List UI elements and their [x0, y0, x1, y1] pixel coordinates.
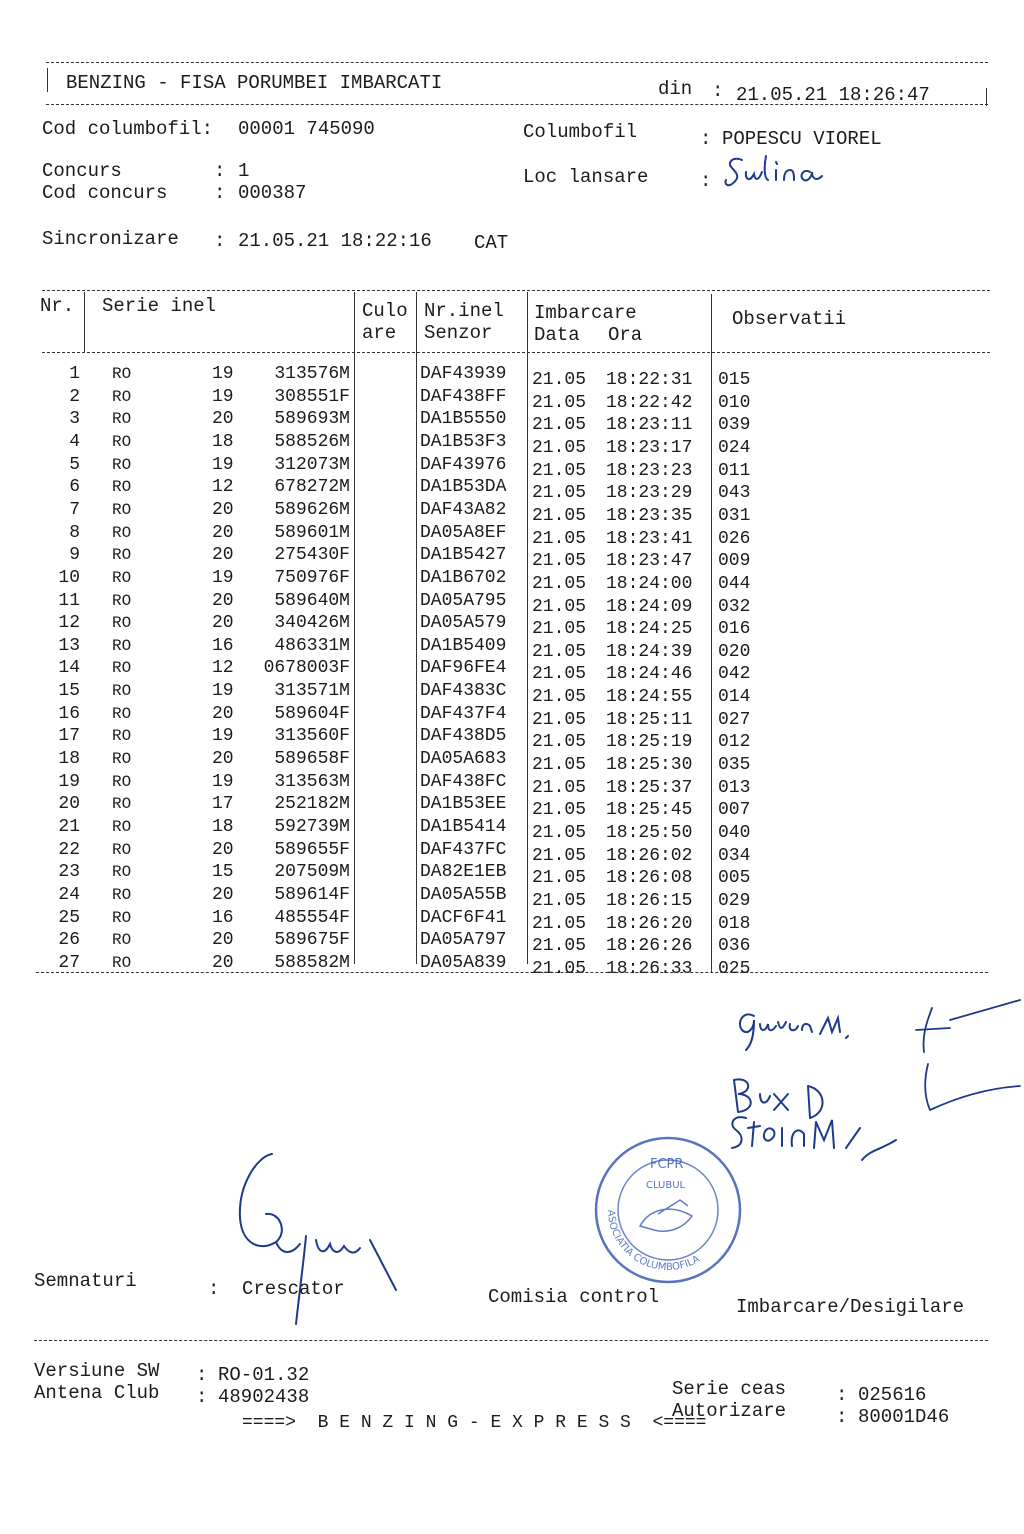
row-time: 18:24:39: [606, 641, 693, 662]
row-year: 20: [212, 545, 234, 566]
row-obs: 005: [718, 868, 751, 889]
row-sensor: DA05A579: [420, 613, 507, 634]
row-year: 15: [212, 862, 234, 883]
row-date: 21.05: [532, 551, 587, 572]
row-date: 21.05: [532, 868, 587, 889]
row-country: RO: [112, 455, 132, 474]
columbofil-value: POPESCU VIOREL: [722, 128, 882, 150]
row-country: RO: [112, 636, 132, 655]
loc-lansare-label: Loc lansare: [523, 166, 649, 188]
row-date: 21.05: [532, 687, 587, 708]
col-header-nr-inel-1: Nr.inel: [424, 300, 504, 322]
row-serial: 313563M: [274, 771, 350, 792]
row-sensor: DAF437FC: [420, 839, 507, 860]
row-serial: 308551F: [274, 386, 350, 407]
row-time: 18:23:47: [606, 551, 693, 572]
row-year: 19: [212, 386, 234, 407]
row-obs: 029: [718, 890, 751, 911]
col-sep-nr: [84, 292, 85, 352]
row-nr: 7: [69, 499, 80, 520]
row-time: 18:25:30: [606, 755, 693, 776]
cod-concurs-value: 000387: [238, 182, 307, 204]
row-obs: 015: [718, 370, 751, 390]
row-sensor: DACF6F41: [420, 907, 507, 928]
header-date-value: 21.05.21 18:26:47: [736, 84, 930, 106]
row-country: RO: [112, 614, 132, 633]
col-header-nr: Nr.: [40, 295, 75, 317]
row-year: 19: [212, 454, 234, 475]
row-country: RO: [112, 953, 132, 972]
row-time: 18:24:00: [606, 573, 693, 594]
row-sensor: DAF438FF: [420, 386, 507, 407]
row-serial: 485554F: [274, 907, 350, 928]
row-sensor: DA1B5550: [420, 409, 507, 430]
imbarcare-desigilare-label: Imbarcare/Desigilare: [736, 1296, 965, 1318]
row-obs: 024: [718, 437, 751, 458]
row-nr: 15: [58, 681, 80, 702]
row-time: 18:23:11: [606, 415, 693, 436]
row-nr: 2: [69, 386, 80, 407]
row-nr: 11: [58, 590, 80, 611]
row-sensor: DAF4383C: [420, 681, 507, 702]
stamp-text-center: CLUBUL: [646, 1180, 686, 1191]
row-date: 21.05: [532, 732, 587, 753]
table-bottom-border: [36, 972, 988, 973]
row-country: RO: [112, 591, 132, 610]
row-obs: 035: [718, 755, 751, 776]
row-country: RO: [112, 750, 132, 769]
row-year: 20: [212, 409, 234, 430]
table-header-separator: [42, 352, 990, 353]
antena-club-label: Antena Club: [34, 1382, 160, 1404]
row-country: RO: [112, 682, 132, 701]
row-obs: 032: [718, 596, 751, 617]
row-year: 19: [212, 364, 234, 384]
row-obs: 026: [718, 528, 751, 549]
row-country: RO: [112, 432, 132, 451]
col-sep-imbarcare: [711, 294, 712, 972]
row-date: 21.05: [532, 437, 587, 458]
row-year: 19: [212, 771, 234, 792]
row-year: 16: [212, 907, 234, 928]
row-sensor: DAF43939: [420, 364, 507, 384]
autorizare-label: Autorizare: [672, 1400, 787, 1422]
row-time: 18:26:33: [606, 958, 693, 979]
row-time: 18:24:25: [606, 619, 693, 640]
row-nr: 24: [58, 884, 80, 905]
stamp-text-top: FCPR: [650, 1157, 684, 1172]
row-country: RO: [112, 885, 132, 904]
row-country: RO: [112, 818, 132, 836]
row-year: 20: [212, 839, 234, 860]
row-sensor: DAF437F4: [420, 703, 507, 724]
row-serial: 678272M: [274, 477, 350, 498]
antena-club-value: 48902438: [218, 1386, 310, 1408]
row-date: 21.05: [532, 823, 587, 843]
columbofil-colon: :: [700, 128, 712, 150]
row-serial: 589655F: [274, 839, 350, 860]
row-date: 21.05: [532, 641, 587, 662]
row-obs: 034: [718, 845, 751, 866]
concurs-label: Concurs: [42, 160, 122, 182]
row-obs: 031: [718, 505, 751, 526]
col-sep-culoare: [416, 292, 417, 964]
row-sensor: DA05A795: [420, 590, 507, 611]
row-date: 21.05: [532, 505, 587, 526]
col-header-culoare-2: are: [362, 322, 397, 344]
row-time: 18:23:41: [606, 528, 693, 549]
row-country: RO: [112, 772, 132, 791]
row-sensor: DAF96FE4: [420, 658, 507, 679]
row-date: 21.05: [532, 777, 587, 798]
row-date: 21.05: [532, 619, 587, 640]
row-date: 21.05: [532, 664, 587, 685]
sincronizare-colon: :: [214, 230, 226, 252]
row-obs: 039: [718, 415, 751, 436]
row-date: 21.05: [532, 370, 587, 390]
row-date: 21.05: [532, 755, 587, 776]
row-year: 20: [212, 703, 234, 724]
cod-concurs-label: Cod concurs: [42, 182, 168, 204]
row-serial: 588526M: [274, 431, 350, 452]
row-date: 21.05: [532, 958, 587, 979]
row-nr: 9: [69, 545, 80, 566]
comisia-control-label: Comisia control: [488, 1286, 660, 1308]
row-nr: 10: [58, 567, 80, 588]
row-nr: 20: [58, 794, 80, 815]
row-nr: 1: [69, 364, 80, 384]
row-nr: 3: [69, 409, 80, 430]
row-nr: 25: [58, 907, 80, 928]
row-nr: 27: [58, 952, 80, 973]
crescator-signature: [220, 1148, 400, 1338]
concurs-value: 1: [238, 160, 250, 182]
row-serial: 313560F: [274, 726, 350, 747]
row-obs: 018: [718, 913, 751, 934]
row-nr: 22: [58, 839, 80, 860]
row-country: RO: [112, 478, 132, 497]
row-year: 20: [212, 930, 234, 951]
cod-columbofil-label: Cod columbofil:: [42, 118, 214, 140]
row-year: 16: [212, 635, 234, 656]
row-date: 21.05: [532, 936, 587, 957]
row-time: 18:25:45: [606, 800, 693, 821]
row-sensor: DA1B5427: [420, 545, 507, 566]
row-serial: 589640M: [274, 590, 350, 611]
versiune-sw-value: RO-01.32: [218, 1364, 310, 1386]
row-country: RO: [112, 387, 132, 406]
row-date: 21.05: [532, 392, 587, 413]
row-sensor: DA05A8EF: [420, 522, 507, 543]
header-bottom-border: [46, 104, 988, 105]
header-top-border: [46, 62, 988, 63]
row-nr: 4: [69, 431, 80, 452]
col-sep-senzor: [527, 292, 528, 964]
row-time: 18:22:31: [606, 370, 693, 390]
row-sensor: DA1B5414: [420, 817, 507, 837]
row-time: 18:25:37: [606, 777, 693, 798]
autorizare-value: 80001D46: [858, 1406, 950, 1428]
row-sensor: DA1B5409: [420, 635, 507, 656]
row-date: 21.05: [532, 845, 587, 866]
row-sensor: DAF43976: [420, 454, 507, 475]
row-year: 19: [212, 726, 234, 747]
row-sensor: DA05A797: [420, 930, 507, 951]
row-country: RO: [112, 523, 132, 542]
concurs-colon: :: [214, 160, 226, 182]
row-nr: 14: [58, 658, 80, 679]
row-nr: 16: [58, 703, 80, 724]
row-year: 12: [212, 658, 234, 679]
row-sensor: DA1B6702: [420, 567, 507, 588]
row-obs: 009: [718, 551, 751, 572]
row-sensor: DA05A839: [420, 952, 507, 973]
sincronizare-value: 21.05.21 18:22:16: [238, 230, 432, 252]
serie-ceas-colon: :: [836, 1384, 848, 1406]
row-sensor: DA82E1EB: [420, 862, 507, 883]
row-time: 18:26:15: [606, 890, 693, 911]
row-time: 18:26:26: [606, 936, 693, 957]
row-nr: 17: [58, 726, 80, 747]
row-time: 18:23:23: [606, 460, 693, 481]
row-year: 20: [212, 749, 234, 770]
row-date: 21.05: [532, 483, 587, 504]
row-obs: 020: [718, 641, 751, 662]
row-nr: 6: [69, 477, 80, 498]
row-time: 18:22:42: [606, 392, 693, 413]
col-header-nr-inel-2: Senzor: [424, 322, 493, 344]
row-nr: 23: [58, 862, 80, 883]
row-country: RO: [112, 840, 132, 859]
row-serial: 207509M: [274, 862, 350, 883]
row-serial: 592739M: [274, 817, 350, 837]
row-serial: 486331M: [274, 635, 350, 656]
sincronizare-label: Sincronizare: [42, 228, 179, 250]
row-sensor: DA1B53DA: [420, 477, 507, 498]
row-obs: 014: [718, 687, 751, 708]
col-header-observatii: Observatii: [732, 308, 847, 330]
row-country: RO: [112, 568, 132, 587]
col-header-ora: Ora: [608, 324, 643, 346]
col-header-data: Data: [534, 324, 580, 346]
row-year: 20: [212, 522, 234, 543]
row-serial: 313571M: [274, 681, 350, 702]
row-serial: 312073M: [274, 454, 350, 475]
row-time: 18:23:35: [606, 505, 693, 526]
row-country: RO: [112, 795, 132, 814]
row-year: 20: [212, 499, 234, 520]
row-serial: 589675F: [274, 930, 350, 951]
row-year: 18: [212, 431, 234, 452]
col-header-imbarcare: Imbarcare: [534, 302, 637, 324]
row-nr: 21: [58, 817, 80, 837]
row-obs: 044: [718, 573, 751, 594]
row-country: RO: [112, 365, 132, 383]
row-nr: 8: [69, 522, 80, 543]
document-title: BENZING - FISA PORUMBEI IMBARCATI: [66, 72, 443, 94]
row-sensor: DA1B53EE: [420, 794, 507, 815]
antena-club-colon: :: [196, 1386, 208, 1408]
row-serial: 589604F: [274, 703, 350, 724]
row-serial: 588582M: [274, 952, 350, 973]
serie-ceas-label: Serie ceas: [672, 1378, 787, 1400]
handwritten-commission-names: [720, 1000, 1020, 1190]
row-time: 18:26:08: [606, 868, 693, 889]
row-serial: 750976F: [274, 567, 350, 588]
row-date: 21.05: [532, 709, 587, 730]
row-obs: 040: [718, 823, 751, 843]
row-obs: 013: [718, 777, 751, 798]
row-sensor: DA05A55B: [420, 884, 507, 905]
row-serial: 589693M: [274, 409, 350, 430]
loc-lansare-colon: :: [700, 170, 712, 192]
col-header-serie-inel: Serie inel: [102, 295, 217, 317]
row-date: 21.05: [532, 573, 587, 594]
row-time: 18:26:02: [606, 845, 693, 866]
row-time: 18:23:29: [606, 483, 693, 504]
row-time: 18:23:17: [606, 437, 693, 458]
semnaturi-label: Semnaturi: [34, 1270, 137, 1292]
row-year: 20: [212, 884, 234, 905]
row-nr: 12: [58, 613, 80, 634]
row-year: 17: [212, 794, 234, 815]
row-obs: 010: [718, 392, 751, 413]
row-country: RO: [112, 704, 132, 723]
cod-columbofil-value: 00001 745090: [238, 118, 375, 140]
versiune-sw-colon: :: [196, 1364, 208, 1386]
row-nr: 13: [58, 635, 80, 656]
footer-top-border: [34, 1340, 988, 1341]
crescator-label: Crescator: [242, 1278, 345, 1300]
row-country: RO: [112, 500, 132, 519]
versiune-sw-label: Versiune SW: [34, 1360, 160, 1382]
row-date: 21.05: [532, 800, 587, 821]
row-country: RO: [112, 931, 132, 950]
row-time: 18:26:20: [606, 913, 693, 934]
row-country: RO: [112, 410, 132, 429]
row-sensor: DAF43A82: [420, 499, 507, 520]
col-header-culoare-1: Culo: [362, 300, 408, 322]
row-date: 21.05: [532, 890, 587, 911]
cod-concurs-colon: :: [214, 182, 226, 204]
row-obs: 042: [718, 664, 751, 685]
benzing-express-banner: ====> B E N Z I N G - E X P R E S S <====: [242, 1413, 707, 1433]
autorizare-colon: :: [836, 1406, 848, 1428]
row-country: RO: [112, 908, 132, 927]
row-obs: 011: [718, 460, 751, 481]
club-stamp: [588, 1130, 748, 1290]
loc-lansare-handwritten: [724, 152, 834, 192]
header-date-colon: :: [712, 80, 724, 102]
serie-ceas-value: 025616: [858, 1384, 927, 1406]
col-sep-serie: [354, 292, 355, 964]
row-sensor: DA1B53F3: [420, 431, 507, 452]
row-obs: 027: [718, 709, 751, 730]
row-time: 18:24:46: [606, 664, 693, 685]
row-obs: 043: [718, 483, 751, 504]
row-year: 20: [212, 590, 234, 611]
row-obs: 007: [718, 800, 751, 821]
row-date: 21.05: [532, 913, 587, 934]
row-nr: 5: [69, 454, 80, 475]
row-serial: 275430F: [274, 545, 350, 566]
columbofil-label: Columbofil: [523, 121, 638, 143]
row-obs: 036: [718, 936, 751, 957]
row-serial: 589658F: [274, 749, 350, 770]
row-date: 21.05: [532, 415, 587, 436]
row-year: 19: [212, 567, 234, 588]
row-nr: 26: [58, 930, 80, 951]
row-year: 20: [212, 952, 234, 973]
row-year: 20: [212, 613, 234, 634]
row-nr: 18: [58, 749, 80, 770]
header-left-edge: [47, 68, 48, 92]
row-serial: 0678003F: [263, 658, 350, 679]
row-country: RO: [112, 863, 132, 882]
row-sensor: DAF438FC: [420, 771, 507, 792]
header-date-label: din: [658, 78, 693, 100]
row-year: 12: [212, 477, 234, 498]
row-serial: 340426M: [274, 613, 350, 634]
row-year: 19: [212, 681, 234, 702]
row-country: RO: [112, 727, 132, 746]
row-time: 18:24:55: [606, 687, 693, 708]
row-time: 18:25:50: [606, 823, 693, 843]
row-year: 18: [212, 817, 234, 837]
row-serial: 313576M: [274, 364, 350, 384]
row-obs: 012: [718, 732, 751, 753]
stamp-text-ring: ASOCIATIA COLUMBOFILA: [604, 1209, 702, 1274]
semnaturi-colon: :: [208, 1278, 220, 1300]
row-serial: 252182M: [274, 794, 350, 815]
table-top-border: [42, 290, 990, 291]
row-obs: 025: [718, 958, 751, 979]
row-serial: 589626M: [274, 499, 350, 520]
row-time: 18:25:19: [606, 732, 693, 753]
row-serial: 589614F: [274, 884, 350, 905]
row-sensor: DA05A683: [420, 749, 507, 770]
row-country: RO: [112, 546, 132, 565]
row-time: 18:24:09: [606, 596, 693, 617]
row-country: RO: [112, 659, 132, 678]
row-sensor: DAF438D5: [420, 726, 507, 747]
row-date: 21.05: [532, 596, 587, 617]
row-time: 18:25:11: [606, 709, 693, 730]
sincronizare-timezone: CAT: [474, 232, 509, 254]
row-serial: 589601M: [274, 522, 350, 543]
row-date: 21.05: [532, 460, 587, 481]
row-obs: 016: [718, 619, 751, 640]
row-date: 21.05: [532, 528, 587, 549]
row-nr: 19: [58, 771, 80, 792]
